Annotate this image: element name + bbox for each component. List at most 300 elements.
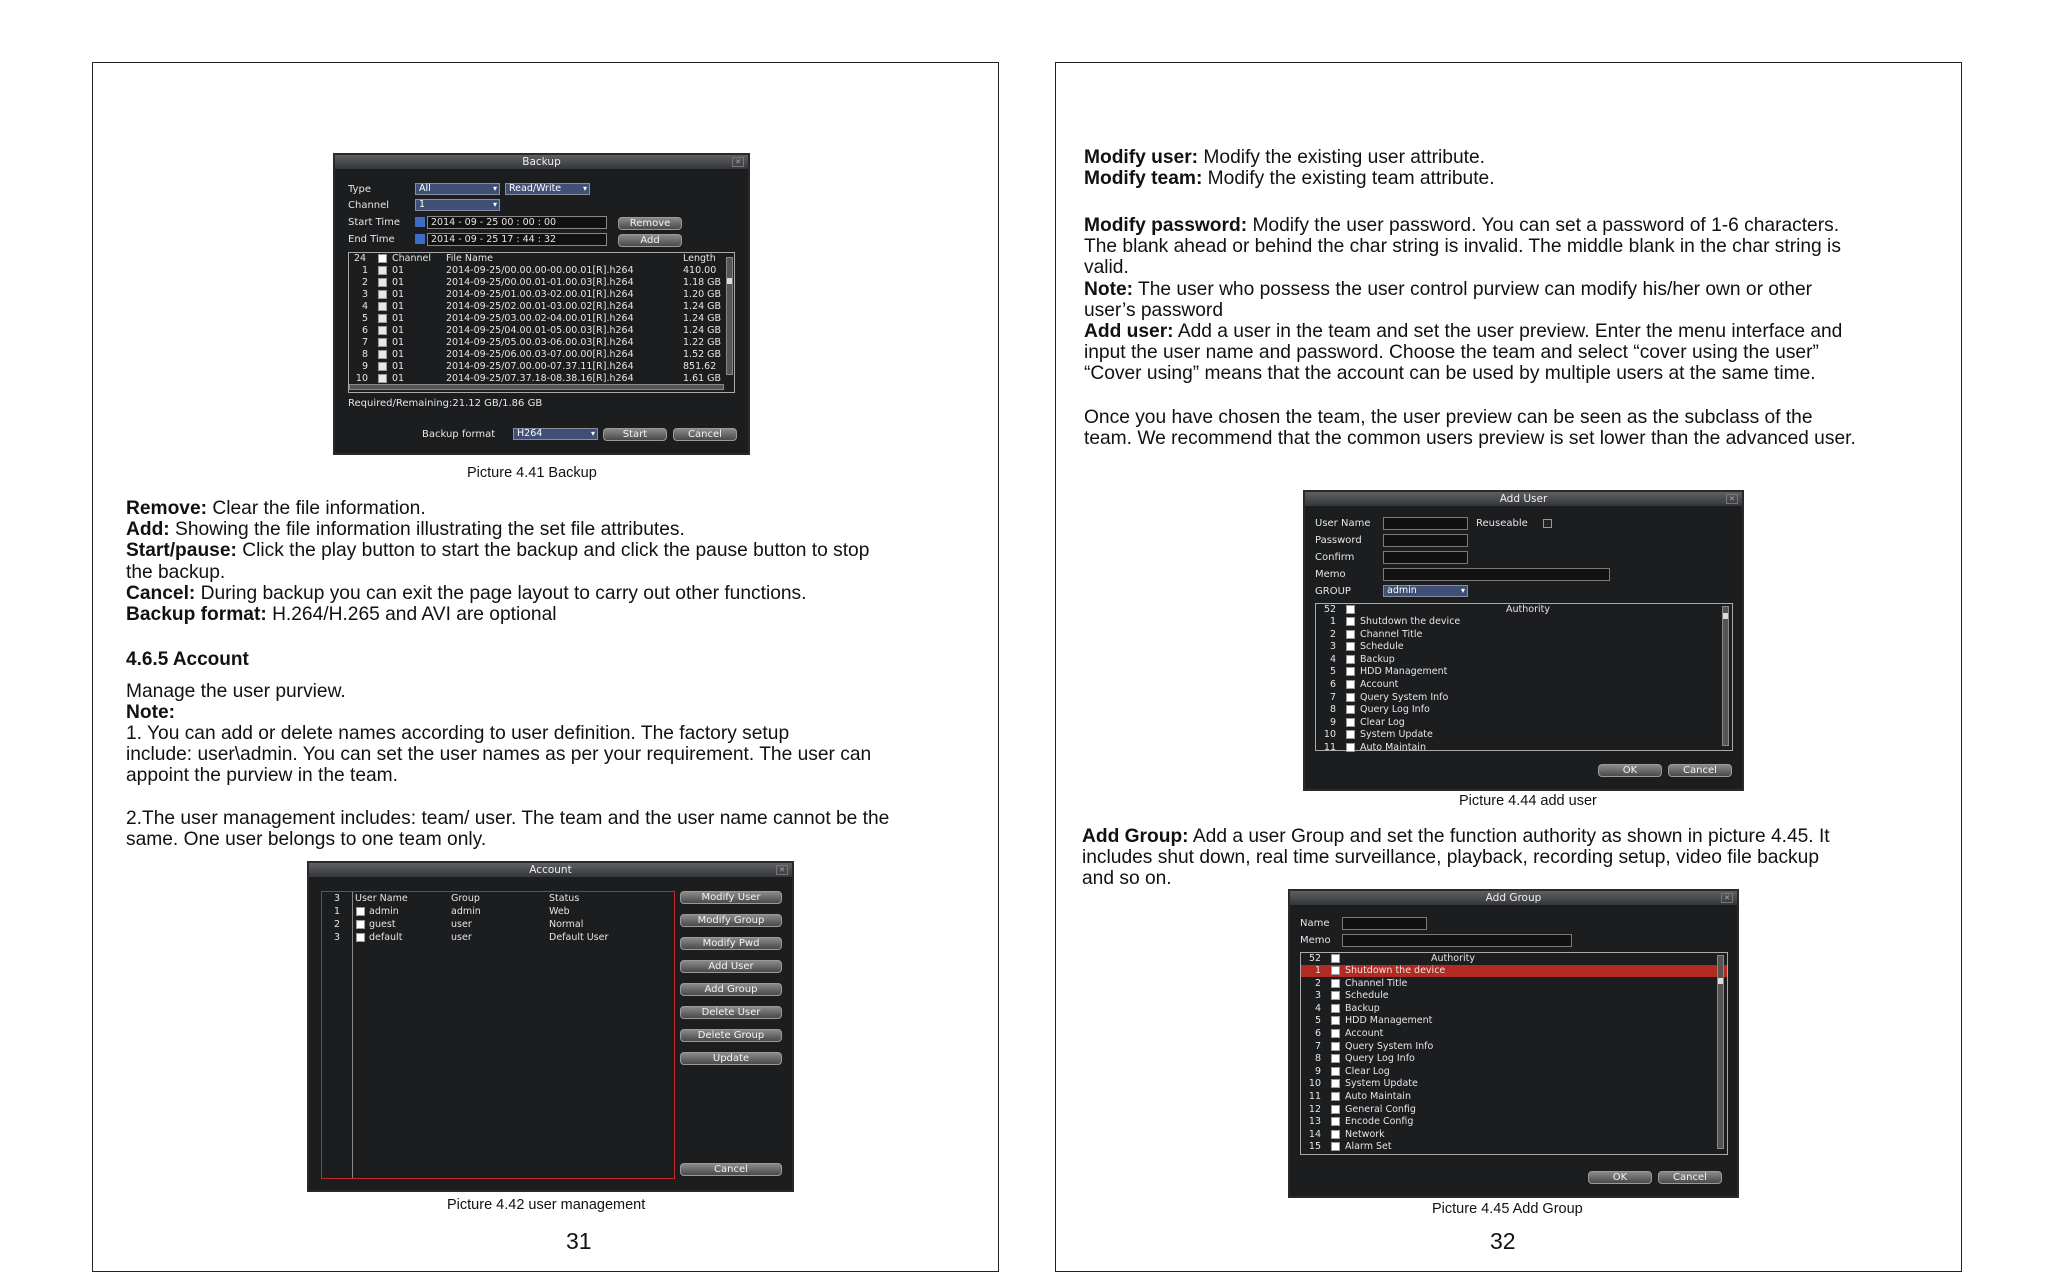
row-number: 5: [1329, 666, 1336, 678]
cancel-button[interactable]: Cancel: [673, 428, 737, 441]
page-number: 31: [566, 1228, 592, 1254]
table-row[interactable]: [349, 361, 734, 373]
text-line: [1084, 300, 1842, 321]
list-item[interactable]: [1301, 1003, 1727, 1015]
start-button[interactable]: Start: [603, 428, 667, 441]
row-checkbox[interactable]: [378, 361, 387, 373]
team-paragraph: [1084, 407, 1856, 449]
row-checkbox[interactable]: [1331, 1003, 1340, 1015]
row-number: 6: [361, 325, 368, 336]
calendar-icon[interactable]: [415, 234, 425, 244]
user-cell: default: [369, 932, 403, 943]
delete-user-button[interactable]: Delete User: [680, 1006, 782, 1019]
authority-name: Backup: [1345, 1002, 1380, 1014]
list-item[interactable]: [1301, 1078, 1727, 1090]
close-icon[interactable]: ✕: [776, 865, 788, 875]
bold-term: Modify user:: [1084, 147, 1199, 168]
row-checkbox[interactable]: [1346, 666, 1355, 678]
group-cell: user: [451, 919, 472, 930]
row-checkbox[interactable]: [378, 325, 387, 337]
text-line: [1084, 168, 1495, 189]
row-checkbox[interactable]: [1346, 641, 1355, 653]
row-number: 9: [361, 361, 368, 372]
channel-select[interactable]: 1 ▾: [415, 199, 500, 211]
channel-cell: 01: [392, 373, 405, 384]
table-row[interactable]: [349, 337, 734, 349]
row-number: 7: [1329, 691, 1336, 703]
group-cell: user: [451, 932, 472, 943]
row-checkbox[interactable]: [1331, 1041, 1340, 1053]
authority-name: Channel Title: [1360, 628, 1423, 640]
modify-group-button[interactable]: Modify Group: [680, 914, 782, 927]
row-checkbox[interactable]: [378, 289, 387, 301]
table-header: [322, 893, 674, 905]
file-cell: 2014-09-25/07.00.00-07.37.11[R].h264: [446, 361, 634, 372]
file-cell: 2014-09-25/00.00.01-01.00.03[R].h264: [446, 277, 634, 288]
ok-button[interactable]: OK: [1598, 764, 1662, 777]
authority-name: Shutdown the device: [1360, 616, 1461, 627]
file-cell: 2014-09-25/03.00.02-04.00.01[R].h264: [446, 313, 634, 324]
row-checkbox[interactable]: [356, 919, 365, 931]
authority-name: Query System Info: [1345, 1040, 1434, 1052]
table-row[interactable]: [322, 932, 674, 944]
row-checkbox[interactable]: [356, 932, 365, 944]
line-text: user’s password: [1084, 299, 1223, 321]
text-line: [126, 562, 869, 583]
text-line: [126, 498, 869, 519]
row-checkbox[interactable]: [1331, 1028, 1340, 1040]
list-item[interactable]: [1301, 1041, 1727, 1053]
row-checkbox[interactable]: [1331, 1015, 1340, 1027]
authority-name: Auto Maintain: [1345, 1091, 1411, 1102]
length-cell: 851.62: [683, 361, 717, 372]
list-item[interactable]: [1316, 717, 1732, 729]
user-header: User Name: [355, 893, 408, 904]
list-item[interactable]: [1301, 1015, 1727, 1027]
table-row[interactable]: [349, 277, 734, 289]
table-row[interactable]: [349, 349, 734, 361]
caption-backup: Picture 4.41 Backup: [467, 465, 597, 481]
select-all-checkbox[interactable]: [378, 253, 387, 265]
count-header: 52: [1324, 604, 1337, 615]
name-label: Name: [1300, 918, 1330, 929]
list-item[interactable]: [1316, 641, 1732, 653]
text-line: [1082, 826, 1830, 847]
row-number: 10: [355, 373, 368, 384]
text-line: [1084, 236, 1842, 257]
row-number: 4: [361, 301, 368, 312]
authority-name: Auto Maintain: [1360, 742, 1426, 753]
length-cell: 1.18 GB: [683, 277, 722, 288]
row-checkbox[interactable]: [1331, 1104, 1340, 1116]
confirm-input[interactable]: [1383, 551, 1468, 564]
line-text: Add a user in the team and set the user preview. Enter the menu interface and: [1173, 321, 1843, 343]
row-number: 7: [1314, 1040, 1321, 1052]
row-number: 13: [1308, 1116, 1321, 1128]
row-number: 2: [1314, 977, 1321, 989]
row-checkbox[interactable]: [1346, 654, 1355, 666]
channel-header: Channel: [392, 253, 432, 264]
dialog-title: Backup: [335, 155, 748, 169]
list-item[interactable]: [1301, 1104, 1727, 1116]
text-line: [1084, 363, 1842, 384]
row-number: 5: [1314, 1015, 1321, 1027]
close-icon[interactable]: ✕: [1721, 893, 1733, 903]
list-item[interactable]: [1316, 679, 1732, 691]
section-heading: 4.6.5 Account: [126, 649, 249, 670]
memo-input[interactable]: [1383, 568, 1610, 581]
table-header: [1301, 953, 1727, 965]
rw-select[interactable]: Read/Write ▾: [505, 183, 590, 195]
authority-name: Clear Log: [1360, 716, 1405, 728]
scrollbar[interactable]: [726, 257, 733, 375]
file-cell: 2014-09-25/05.00.03-06.00.03[R].h264: [446, 337, 634, 348]
memo-label: Memo: [1300, 935, 1331, 946]
bold-term: Add user:: [1084, 321, 1174, 343]
authority-name: Schedule: [1360, 641, 1404, 653]
row-number: 3: [361, 289, 368, 300]
text-line: [1084, 215, 1842, 236]
memo-input[interactable]: [1342, 934, 1572, 947]
row-number: 8: [361, 349, 368, 360]
cancel-button[interactable]: Cancel: [1658, 1171, 1722, 1184]
list-item[interactable]: [1301, 990, 1727, 1002]
list-item[interactable]: [1316, 629, 1732, 641]
bold-term: Remove:: [126, 498, 208, 519]
table-row[interactable]: [322, 919, 674, 931]
authority-name: Account: [1360, 679, 1399, 690]
channel-cell: 01: [392, 313, 405, 324]
text-line: team. We recommend that the common users preview is set lower than the advanced user.: [1084, 428, 1856, 450]
authority-name: Query Log Info: [1360, 704, 1430, 716]
close-icon[interactable]: ✕: [732, 157, 744, 167]
row-checkbox[interactable]: [378, 265, 387, 277]
end-time-label: End Time: [348, 234, 395, 245]
line-text: Add a user Group and set the function authority as shown in picture 4.45. It: [1188, 826, 1830, 847]
row-number: 5: [361, 313, 368, 324]
user-cell: admin: [369, 906, 399, 917]
authority-name: Query Log Info: [1345, 1053, 1415, 1065]
user-cell: guest: [369, 919, 396, 930]
type-label: Type: [348, 184, 371, 195]
user-name-input[interactable]: [1383, 517, 1468, 530]
table-row[interactable]: [349, 289, 734, 301]
page-31: [92, 62, 999, 1272]
type-select[interactable]: All ▾: [415, 183, 500, 195]
status-cell: Web: [549, 906, 570, 917]
line-text: Clear the file information.: [207, 498, 426, 519]
add-user-button[interactable]: Add User: [680, 960, 782, 973]
list-item[interactable]: [1316, 742, 1732, 754]
authority-name: Backup: [1360, 653, 1395, 665]
row-number: 3: [1314, 990, 1321, 1002]
channel-cell: 01: [392, 325, 405, 336]
authority-name: Shutdown the device: [1345, 965, 1446, 976]
line-text: and so on.: [1082, 868, 1172, 890]
list-item[interactable]: [1301, 1028, 1727, 1040]
scrollbar[interactable]: [1717, 955, 1724, 1149]
backup-format-label: Backup format: [422, 429, 496, 440]
line-text: the backup.: [126, 561, 226, 583]
password-label: Password: [1315, 535, 1362, 546]
select-all-checkbox[interactable]: [1331, 953, 1340, 965]
list-item[interactable]: [1301, 1091, 1727, 1103]
table-row[interactable]: [322, 906, 674, 918]
confirm-label: Confirm: [1315, 552, 1355, 563]
file-cell: 2014-09-25/02.00.01-03.00.02[R].h264: [446, 301, 634, 312]
row-checkbox[interactable]: [378, 277, 387, 289]
row-checkbox[interactable]: [1346, 616, 1355, 628]
text-line: same. One user belongs to one team only.: [126, 829, 487, 851]
bold-term: Note:: [1084, 278, 1134, 300]
length-cell: 1.52 GB: [683, 349, 722, 360]
line-text: Modify the user password. You can set a password of 1-6 characters.: [1247, 215, 1840, 236]
group-header: Group: [451, 893, 480, 904]
bold-term: Modify team:: [1084, 168, 1203, 190]
text-line: [1082, 868, 1830, 889]
list-item[interactable]: [1316, 666, 1732, 678]
remove-button[interactable]: Remove: [618, 217, 682, 230]
row-number: 1: [1329, 616, 1336, 627]
row-number: 4: [1329, 653, 1336, 665]
row-checkbox[interactable]: [1331, 1078, 1340, 1090]
row-checkbox[interactable]: [356, 906, 365, 918]
channel-cell: 01: [392, 337, 405, 348]
channel-cell: 01: [392, 349, 405, 360]
line-text: Showing the file information illustrating the set file attributes.: [169, 519, 685, 541]
status-header: Status: [549, 893, 580, 904]
row-checkbox[interactable]: [1331, 978, 1340, 990]
file-cell: 2014-09-25/01.00.03-02.00.01[R].h264: [446, 289, 634, 300]
list-item[interactable]: [1301, 1116, 1727, 1128]
list-item[interactable]: [1301, 1053, 1727, 1065]
modify-paragraph: [1084, 147, 1495, 189]
start-time-field[interactable]: 2014 - 09 - 25 00 : 00 : 00: [415, 216, 607, 229]
channel-cell: 01: [392, 277, 405, 288]
backup-format-select[interactable]: H264 ▾: [513, 428, 598, 440]
line-text: H.264/H.265 and AVI are optional: [266, 604, 557, 626]
list-item[interactable]: [1301, 978, 1727, 990]
text-line: [1084, 257, 1842, 278]
file-table: [348, 252, 735, 393]
caption-add-user: Picture 4.44 add user: [1459, 793, 1597, 809]
row-number: 4: [1314, 1002, 1321, 1014]
note-2: [126, 808, 889, 850]
row-checkbox[interactable]: [1331, 1129, 1340, 1141]
authority-name: Schedule: [1345, 990, 1389, 1002]
horizontal-scrollbar[interactable]: [349, 384, 724, 390]
modify-pwd-button[interactable]: Modify Pwd: [680, 937, 782, 950]
list-item[interactable]: [1301, 965, 1727, 977]
row-checkbox[interactable]: [1331, 990, 1340, 1002]
password-input[interactable]: [1383, 534, 1468, 547]
authority-name: System Update: [1360, 729, 1433, 741]
list-item[interactable]: [1301, 1141, 1727, 1153]
group-cell: admin: [451, 906, 481, 917]
row-checkbox[interactable]: [378, 337, 387, 349]
text-line: [1084, 147, 1495, 168]
authority-name: HDD Management: [1345, 1015, 1433, 1027]
table-row[interactable]: [349, 325, 734, 337]
count-header: 3: [334, 893, 341, 904]
start-time-label: Start Time: [348, 217, 401, 228]
list-item[interactable]: [1301, 1066, 1727, 1078]
bold-term: Modify password:: [1084, 215, 1248, 236]
row-checkbox[interactable]: [1331, 1053, 1340, 1065]
row-checkbox[interactable]: [1331, 1066, 1340, 1078]
text-line: Once you have chosen the team, the user preview can be seen as the subclass of the: [1084, 407, 1813, 428]
authority-name: Query System Info: [1360, 691, 1449, 703]
password-paragraph: [1084, 215, 1842, 385]
delete-group-button[interactable]: Delete Group: [680, 1029, 782, 1042]
length-cell: 1.24 GB: [683, 313, 722, 324]
add-button[interactable]: Add: [618, 234, 682, 247]
length-cell: 1.24 GB: [683, 325, 722, 336]
row-checkbox[interactable]: [1331, 965, 1340, 977]
row-checkbox[interactable]: [378, 301, 387, 313]
status-cell: Default User: [549, 932, 609, 943]
list-item[interactable]: [1316, 692, 1732, 704]
length-header: Length: [683, 253, 716, 264]
end-time-field[interactable]: 2014 - 09 - 25 17 : 44 : 32: [415, 233, 607, 246]
account-dialog: [307, 861, 794, 1192]
bold-term: Backup format:: [126, 604, 267, 626]
authority-name: Account: [1345, 1028, 1384, 1039]
row-checkbox[interactable]: [1331, 1091, 1340, 1103]
row-checkbox[interactable]: [1331, 1116, 1340, 1128]
ok-button[interactable]: OK: [1588, 1171, 1652, 1184]
text-line: 1. You can add or delete names according to user definition. The factory setup: [126, 723, 790, 744]
scrollbar[interactable]: [1722, 606, 1729, 746]
reuseable-label: Reuseable: [1476, 518, 1528, 529]
update-button[interactable]: Update: [680, 1052, 782, 1065]
text-line: 2.The user management includes: team/ user. The team and the user name cannot be the: [126, 808, 890, 829]
bold-term: Cancel:: [126, 582, 196, 604]
line-text: Modify the existing team attribute.: [1202, 168, 1495, 190]
reuseable-checkbox[interactable]: [1543, 518, 1552, 529]
list-item[interactable]: [1316, 616, 1732, 628]
authority-name: HDD Management: [1360, 666, 1448, 678]
modify-user-button[interactable]: Modify User: [680, 891, 782, 904]
list-item[interactable]: [1301, 1129, 1727, 1141]
row-number: 10: [1323, 729, 1336, 741]
row-number: 1: [334, 906, 341, 917]
row-number: 11: [1308, 1091, 1321, 1102]
table-row[interactable]: [349, 313, 734, 325]
line-text: The blank ahead or behind the char string is invalid. The middle blank in the char string is: [1084, 236, 1841, 258]
row-checkbox[interactable]: [378, 349, 387, 361]
row-number: 10: [1308, 1078, 1321, 1090]
row-number: 2: [361, 277, 368, 288]
group-label: GROUP: [1315, 586, 1351, 597]
list-item[interactable]: [1316, 704, 1732, 716]
add-group-button[interactable]: Add Group: [680, 983, 782, 996]
row-number: 6: [1329, 679, 1336, 690]
text-line: [1084, 321, 1842, 342]
text-line: [126, 583, 869, 604]
line-text: valid.: [1084, 257, 1129, 279]
authority-list: [1300, 952, 1728, 1155]
memo-label: Memo: [1315, 569, 1346, 580]
text-line: [1082, 847, 1830, 868]
row-checkbox[interactable]: [1346, 629, 1355, 641]
bold-term: Add:: [126, 519, 170, 541]
dialog-title: Add Group: [1290, 891, 1737, 905]
close-icon[interactable]: ✕: [1726, 494, 1738, 504]
row-number: 8: [1329, 704, 1336, 716]
row-number: 6: [1314, 1028, 1321, 1039]
required-remaining: Required/Remaining:21.12 GB/1.86 GB: [348, 398, 543, 409]
text-line: include: user\admin. You can set the user names as per your requirement. The user can: [126, 744, 872, 766]
line-text: The user who possess the user control purview can modify his/her own or other: [1133, 278, 1813, 300]
row-number: 7: [361, 337, 368, 348]
row-number: 8: [1314, 1053, 1321, 1065]
row-number: 3: [1329, 641, 1336, 653]
file-header: File Name: [446, 253, 493, 264]
bold-term: Start/pause:: [126, 540, 237, 562]
channel-label: Channel: [348, 200, 390, 211]
list-item[interactable]: [1316, 729, 1732, 741]
length-cell: 1.20 GB: [683, 289, 722, 300]
row-checkbox[interactable]: [1346, 704, 1355, 716]
add-group-paragraph: [1082, 826, 1830, 890]
row-number: 2: [334, 919, 341, 930]
row-checkbox[interactable]: [1346, 729, 1355, 741]
row-checkbox[interactable]: [1346, 742, 1355, 754]
page-number: 32: [1490, 1228, 1516, 1254]
length-cell: 1.61 GB: [683, 373, 722, 384]
cancel-button[interactable]: Cancel: [1668, 764, 1732, 777]
row-number: 9: [1329, 716, 1336, 728]
calendar-icon[interactable]: [415, 217, 425, 227]
line-text: Modify the existing user attribute.: [1198, 147, 1485, 168]
table-row[interactable]: [349, 265, 734, 277]
count-header: 24: [354, 253, 367, 264]
name-input[interactable]: [1342, 917, 1427, 930]
line-text: Click the play button to start the backup and click the pause button to stop: [236, 540, 870, 562]
row-checkbox[interactable]: [1346, 692, 1355, 704]
list-item[interactable]: [1316, 654, 1732, 666]
channel-cell: 01: [392, 361, 405, 372]
row-number: 2: [1329, 628, 1336, 640]
row-checkbox[interactable]: [378, 313, 387, 325]
row-checkbox[interactable]: [1331, 1141, 1340, 1153]
authority-name: Alarm Set: [1345, 1141, 1392, 1153]
text-line: [1084, 279, 1842, 300]
select-all-checkbox[interactable]: [1346, 604, 1355, 616]
row-number: 3: [334, 932, 341, 943]
line-text: “Cover using” means that the account can be used by multiple users at the same time.: [1084, 363, 1816, 385]
table-row[interactable]: [349, 301, 734, 313]
length-cell: 410.00: [683, 265, 717, 276]
bold-term: Add Group:: [1082, 826, 1189, 847]
authority-name: Encode Config: [1345, 1116, 1414, 1128]
user-table: [321, 891, 675, 1179]
authority-name: Channel Title: [1345, 977, 1408, 989]
length-cell: 1.24 GB: [683, 301, 722, 312]
count-header: 52: [1309, 953, 1322, 964]
text-line: [126, 540, 869, 561]
group-select[interactable]: admin ▾: [1383, 585, 1468, 597]
row-number: 1: [1314, 965, 1321, 976]
cancel-button[interactable]: Cancel: [680, 1163, 782, 1176]
backup-descriptions: [126, 498, 869, 625]
row-checkbox[interactable]: [1346, 679, 1355, 691]
row-checkbox[interactable]: [1346, 717, 1355, 729]
caption-add-group: Picture 4.45 Add Group: [1432, 1201, 1583, 1217]
add-group-dialog: [1288, 889, 1739, 1198]
table-header: [1316, 604, 1732, 616]
